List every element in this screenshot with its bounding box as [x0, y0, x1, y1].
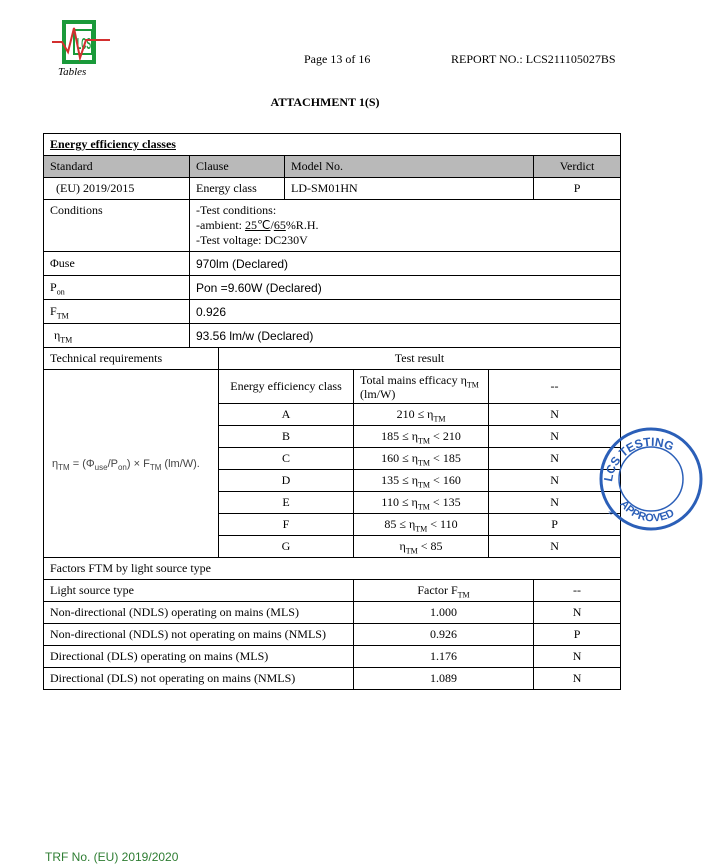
pon-row	[44, 276, 621, 300]
range-tail: < 160	[430, 473, 461, 487]
factor-value: 1.000	[354, 602, 534, 624]
factor-verdict: P	[534, 624, 621, 646]
logo-letters: LCS	[77, 36, 92, 53]
section-title-text: Energy efficiency classes	[50, 137, 176, 151]
class-letter: G	[219, 536, 354, 558]
range-lead: 110 ≤ η	[381, 495, 418, 509]
tech-requirements-label: Technical requirements	[44, 348, 219, 370]
stamp-text-top: LCS TESTING	[601, 434, 676, 483]
class-letter: C	[219, 448, 354, 470]
clause-value: Energy class	[190, 178, 285, 200]
range-sub: TM	[418, 436, 431, 446]
factors-verdict-header: --	[534, 580, 621, 602]
range-sub: TM	[433, 414, 446, 424]
report-number: REPORT NO.: LCS211105027BS	[451, 52, 616, 66]
class-letter: D	[219, 470, 354, 492]
factor-header-text: Factor F	[417, 583, 458, 597]
stamp-text-bottom: APPROVED	[617, 498, 677, 525]
phi-use-value: 970lm (Declared)	[190, 252, 621, 276]
class-range	[354, 536, 489, 558]
formula-unit: (lm/W).	[161, 457, 200, 470]
range-tail: < 110	[427, 517, 458, 531]
class-range	[354, 404, 489, 426]
range-sub: TM	[405, 546, 418, 556]
ambient-prefix: -ambient:	[196, 218, 245, 232]
class-verdict: N	[489, 492, 621, 514]
class-range	[354, 426, 489, 448]
tech-subheader-row	[44, 370, 621, 404]
factor-verdict: N	[534, 668, 621, 690]
ambient-rh: %R.H.	[285, 218, 319, 232]
conditions-value	[190, 200, 621, 252]
class-header: Energy efficiency class	[219, 370, 354, 404]
class-letter: F	[219, 514, 354, 536]
trf-number: TRF No. (EU) 2019/2020	[45, 850, 179, 864]
formula-times-f: ) × F	[126, 457, 150, 470]
factor-row	[44, 668, 621, 690]
factor-value: 1.089	[354, 668, 534, 690]
range-sub: TM	[418, 458, 431, 468]
conditions-row	[44, 200, 621, 252]
eta-main: η	[54, 328, 61, 342]
factor-type: Directional (DLS) not operating on mains (NMLS)	[44, 668, 354, 690]
ambient-humidity: 65	[273, 218, 286, 232]
range-lead: η	[399, 539, 406, 553]
formula-tm2: TM	[149, 462, 162, 472]
energy-efficiency-table	[43, 133, 621, 690]
factors-title: Factors FTM by light source type	[44, 558, 621, 580]
factor-type: Directional (DLS) operating on mains (MLS)	[44, 646, 354, 668]
column-header-row	[44, 156, 621, 178]
factor-row	[44, 624, 621, 646]
standard-value: (EU) 2019/2015	[44, 178, 190, 200]
factor-row	[44, 602, 621, 624]
eta-sub: TM	[60, 335, 73, 345]
class-letter: B	[219, 426, 354, 448]
efficacy-header-text: Total mains efficacy η	[360, 372, 467, 387]
conditions-line1: -Test conditions:	[196, 203, 277, 217]
range-lead: 135 ≤ η	[381, 473, 419, 487]
pon-sub: on	[56, 287, 65, 297]
attachment-title: ATTACHMENT 1(S)	[270, 95, 380, 109]
range-lead: 160 ≤ η	[381, 451, 419, 465]
pon-value: Pon =9.60W (Declared)	[190, 276, 621, 300]
factor-type: Non-directional (NDLS) not operating on mains (NMLS)	[44, 624, 354, 646]
class-letter: A	[219, 404, 354, 426]
eta-value: 93.56 lm/w (Declared)	[190, 324, 621, 348]
info-row	[44, 178, 621, 200]
tech-verdict-header: --	[489, 370, 621, 404]
class-range	[354, 470, 489, 492]
range-tail: < 185	[430, 451, 461, 465]
approval-stamp	[596, 424, 706, 534]
class-verdict: N	[489, 404, 621, 426]
conditions-label: Conditions	[44, 200, 190, 252]
header-clause: Clause	[190, 156, 285, 178]
factor-header-sub: TM	[457, 590, 470, 600]
formula-use: use	[94, 462, 108, 472]
factors-header-row	[44, 580, 621, 602]
efficacy-formula	[44, 370, 219, 558]
class-range	[354, 514, 489, 536]
formula-on: on	[117, 462, 127, 472]
efficacy-header-unit: (lm/W)	[360, 386, 396, 401]
factor-header	[354, 580, 534, 602]
factor-value: 1.176	[354, 646, 534, 668]
formula-slash-p: /P	[107, 457, 118, 470]
header-model: Model No.	[285, 156, 534, 178]
phi-use-label: Φuse	[44, 252, 190, 276]
range-lead: 85 ≤ η	[384, 517, 416, 531]
factor-verdict: N	[534, 646, 621, 668]
factors-title-row	[44, 558, 621, 580]
efficacy-header	[354, 370, 489, 404]
class-verdict: N	[489, 448, 621, 470]
class-range	[354, 448, 489, 470]
class-verdict: N	[489, 426, 621, 448]
eta-label	[44, 324, 190, 348]
conditions-ambient	[196, 218, 614, 233]
light-source-type-header: Light source type	[44, 580, 354, 602]
ftm-sub: TM	[56, 311, 69, 321]
eta-row	[44, 324, 621, 348]
ftm-row	[44, 300, 621, 324]
stamp-star: *	[608, 507, 614, 521]
test-result-label: Test result	[219, 348, 621, 370]
range-tail: < 135	[429, 495, 461, 509]
factor-verdict: N	[534, 602, 621, 624]
class-verdict: N	[489, 536, 621, 558]
range-lead: 210 ≤ η	[396, 407, 434, 421]
range-lead: 185 ≤ η	[381, 429, 419, 443]
factor-value: 0.926	[354, 624, 534, 646]
pon-label	[44, 276, 190, 300]
ambient-slash: /	[270, 218, 274, 232]
ambient-temp: 25℃	[244, 218, 271, 232]
range-sub: TM	[415, 524, 428, 534]
class-letter: E	[219, 492, 354, 514]
range-sub: TM	[417, 502, 430, 512]
section-title-row	[44, 134, 621, 156]
header-verdict: Verdict	[534, 156, 621, 178]
svg-text:LCS TESTING	[601, 435, 676, 483]
model-value: LD-SM01HN	[285, 178, 534, 200]
factor-row	[44, 646, 621, 668]
page-number: Page 13 of 16	[304, 52, 371, 66]
pon-main: P	[50, 280, 57, 294]
phi-use-row	[44, 252, 621, 276]
class-verdict: P	[489, 514, 621, 536]
formula-tm: TM	[58, 462, 70, 472]
ftm-label	[44, 300, 190, 324]
range-tail: < 85	[417, 539, 443, 553]
formula-eta: η	[52, 457, 59, 470]
formula-eq: = (Φ	[69, 457, 95, 470]
ftm-main: F	[50, 304, 57, 318]
class-verdict: N	[489, 470, 621, 492]
range-tail: < 210	[430, 429, 461, 443]
ftm-value: 0.926	[190, 300, 621, 324]
header-standard: Standard	[44, 156, 190, 178]
class-range	[354, 492, 489, 514]
info-verdict: P	[534, 178, 621, 200]
logo-subtitle: Tables	[58, 66, 87, 78]
tech-header-row	[44, 348, 621, 370]
conditions-voltage: -Test voltage: DC230V	[196, 233, 308, 247]
efficacy-header-sub: TM	[466, 379, 479, 389]
section-title	[44, 134, 621, 156]
range-sub: TM	[418, 480, 431, 490]
factor-type: Non-directional (NDLS) operating on mains (MLS)	[44, 602, 354, 624]
